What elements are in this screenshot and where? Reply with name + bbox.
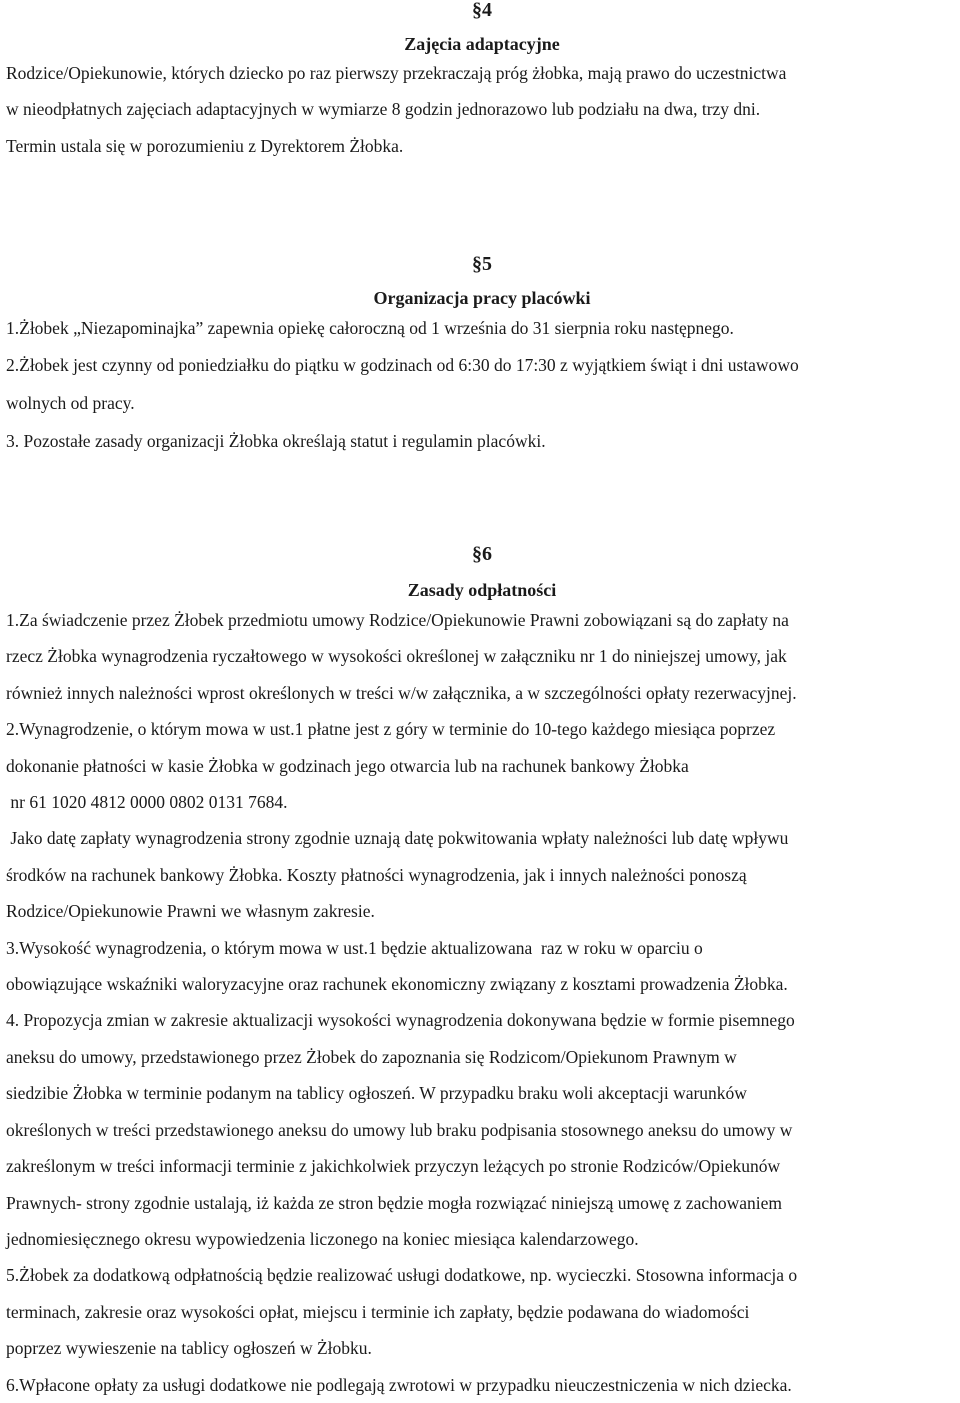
section-number: §5 — [472, 253, 492, 275]
text-line: nr 61 1020 4812 0000 0802 0131 7684. — [6, 792, 288, 813]
section-title: Zajęcia adaptacyjne — [404, 34, 560, 54]
text-line: 6.Wpłacone opłaty za usługi dodatkowe nie podlegają zwrotowi w przypadku nieuczestniczenia w nich dziecka. — [6, 1374, 792, 1395]
section-title: Zasady odpłatności — [407, 580, 557, 600]
section-number: §6 — [472, 543, 492, 565]
text-line: jednomiesięcznego okresu wypowiedzenia liczonego na koniec miesiąca kalendarzowego. — [6, 1228, 639, 1249]
text-line: poprzez wywieszenie na tablicy ogłoszeń w Żłobku. — [6, 1338, 372, 1359]
text-line: 5.Żłobek za dodatkową odpłatnością będzie realizować usługi dodatkowe, np. wycieczki. Stosowna informacja o — [6, 1265, 798, 1286]
text-line: 4. Propozycja zmian w zakresie aktualizacji wysokości wynagrodzenia dokonywana będzie w formie pisemnego — [6, 1010, 795, 1031]
text-line: obowiązujące wskaźniki waloryzacyjne oraz rachunek ekonomiczny związany z kosztami prowadzenia Żłobka. — [6, 974, 788, 995]
text-line: zakreślonym w treści informacji terminie z jakichkolwiek przyczyn leżących po stronie Rodziców/Opiekunów — [6, 1156, 781, 1177]
section-6 — [6, 542, 958, 1403]
text-line: terminach, zakresie oraz wysokości opłat, miejscu i terminie ich zapłaty, będzie podawana do wiadomości — [6, 1301, 750, 1322]
text-line: 3. Pozostałe zasady organizacji Żłobka określają statut i regulamin placówki. — [6, 431, 546, 451]
text-line: Rodzice/Opiekunowie, których dziecko po raz pierwszy przekraczają próg żłobka, mają prawo do uczestnictwa — [6, 63, 787, 83]
section-number: §4 — [472, 0, 492, 21]
text-line: określonych w treści przedstawionego aneksu do umowy lub braku podpisania stosownego aneksu do umowy w — [6, 1119, 793, 1140]
text-line: dokonanie płatności w kasie Żłobka w godzinach jego otwarcia lub na rachunek bankowy Żłobka — [6, 755, 689, 776]
section-5 — [6, 252, 958, 460]
text-line: Termin ustala się w porozumieniu z Dyrektorem Żłobka. — [6, 136, 404, 156]
text-line: aneksu do umowy, przedstawionego przez Żłobek do zapoznania się Rodzicom/Opiekunom Prawnym w — [6, 1046, 737, 1067]
text-line: 2.Żłobek jest czynny od poniedziałku do piątku w godzinach od 6:30 do 17:30 z wyjątkiem świąt i dni ustawowo — [6, 355, 799, 375]
text-line: 1.Za świadczenie przez Żłobek przedmiotu umowy Rodzice/Opiekunowie Prawni zobowiązani są do zapłaty na — [6, 610, 789, 630]
text-line: Rodzice/Opiekunowie Prawni we własnym zakresie. — [6, 901, 375, 922]
section-title: Organizacja pracy placówki — [373, 288, 591, 308]
text-line: 3.Wysokość wynagrodzenia, o którym mowa w ust.1 będzie aktualizowana raz w roku w oparciu o — [6, 937, 703, 958]
text-line: również innych należności wprost określonych w treści w/w załącznika, a w szczególności opłaty rezerwacyjnej. — [6, 682, 797, 703]
section-4 — [6, 0, 958, 165]
text-line: Jako datę zapłaty wynagrodzenia strony zgodnie uznają datę pokwitowania wpłaty należności lub datę wpływu — [6, 828, 789, 849]
text-line: środków na rachunek bankowy Żłobka. Koszty płatności wynagrodzenia, jak i innych należności ponoszą — [6, 864, 747, 885]
text-line: w nieodpłatnych zajęciach adaptacyjnych w wymiarze 8 godzin jednorazowo lub podziału na dwa, trzy dni. — [6, 99, 761, 119]
text-line: siedzibie Żłobka w terminie podanym na tablicy ogłoszeń. W przypadku braku woli akceptacji warunków — [6, 1083, 747, 1104]
text-line: 1.Żłobek „Niezapominajka” zapewnia opiekę całoroczną od 1 września do 31 sierpnia roku następnego. — [6, 318, 734, 338]
text-line: rzecz Żłobka wynagrodzenia ryczałtowego w wysokości określonej w załączniku nr 1 do niniejszej umowy, jak — [6, 646, 787, 667]
section-body — [6, 602, 958, 1403]
section-body — [6, 56, 958, 165]
text-line: Prawnych- strony zgodnie ustalają, iż każda ze stron będzie mogła rozwiązać niniejszą umowę z zachowaniem — [6, 1192, 782, 1213]
section-body — [6, 310, 958, 460]
text-line: wolnych od pracy. — [6, 393, 135, 413]
text-line: 2.Wynagrodzenie, o którym mowa w ust.1 płatne jest z góry w terminie do 10-tego każdego miesiąca poprzez — [6, 719, 776, 740]
